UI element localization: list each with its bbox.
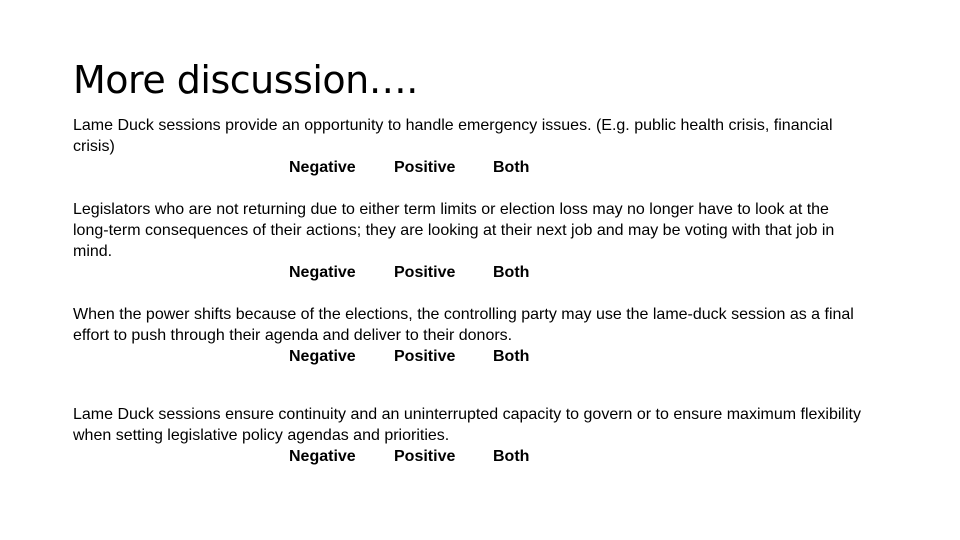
answer-choices [73, 446, 863, 467]
option-negative: Negative [289, 348, 356, 365]
option-negative: Negative [289, 448, 356, 465]
discussion-statement: Lame Duck sessions ensure continuity and an uninterrupted capacity to govern or to ensure maximum flexibility when setting legislative policy agendas and priorities. [73, 406, 861, 444]
option-positive: Positive [394, 159, 456, 176]
option-negative: Negative [289, 159, 356, 176]
answer-choices [73, 262, 863, 283]
answer-choices [73, 346, 863, 367]
option-both: Both [493, 264, 530, 281]
option-positive: Positive [394, 264, 456, 281]
option-both: Both [493, 159, 530, 176]
option-positive: Positive [394, 448, 456, 465]
discussion-statement: Legislators who are not returning due to either term limits or election loss may no longer have to look at the long-term consequences of their actions; they are looking at their next job and may be voting with that job in mind. [73, 201, 835, 260]
option-negative: Negative [289, 264, 356, 281]
discussion-item [73, 404, 863, 467]
discussion-item [73, 304, 863, 367]
discussion-item [73, 199, 863, 283]
answer-choices [73, 157, 863, 178]
option-positive: Positive [394, 348, 456, 365]
discussion-item [73, 115, 863, 178]
option-both: Both [493, 348, 530, 365]
option-both: Both [493, 448, 530, 465]
discussion-statement: Lame Duck sessions provide an opportunity to handle emergency issues. (E.g. public health crisis, financial crisis) [73, 117, 833, 155]
discussion-statement: When the power shifts because of the elections, the controlling party may use the lame-duck session as a final effort to push through their agenda and deliver to their donors. [73, 306, 854, 344]
slide-title: More discussion…. [73, 58, 418, 102]
